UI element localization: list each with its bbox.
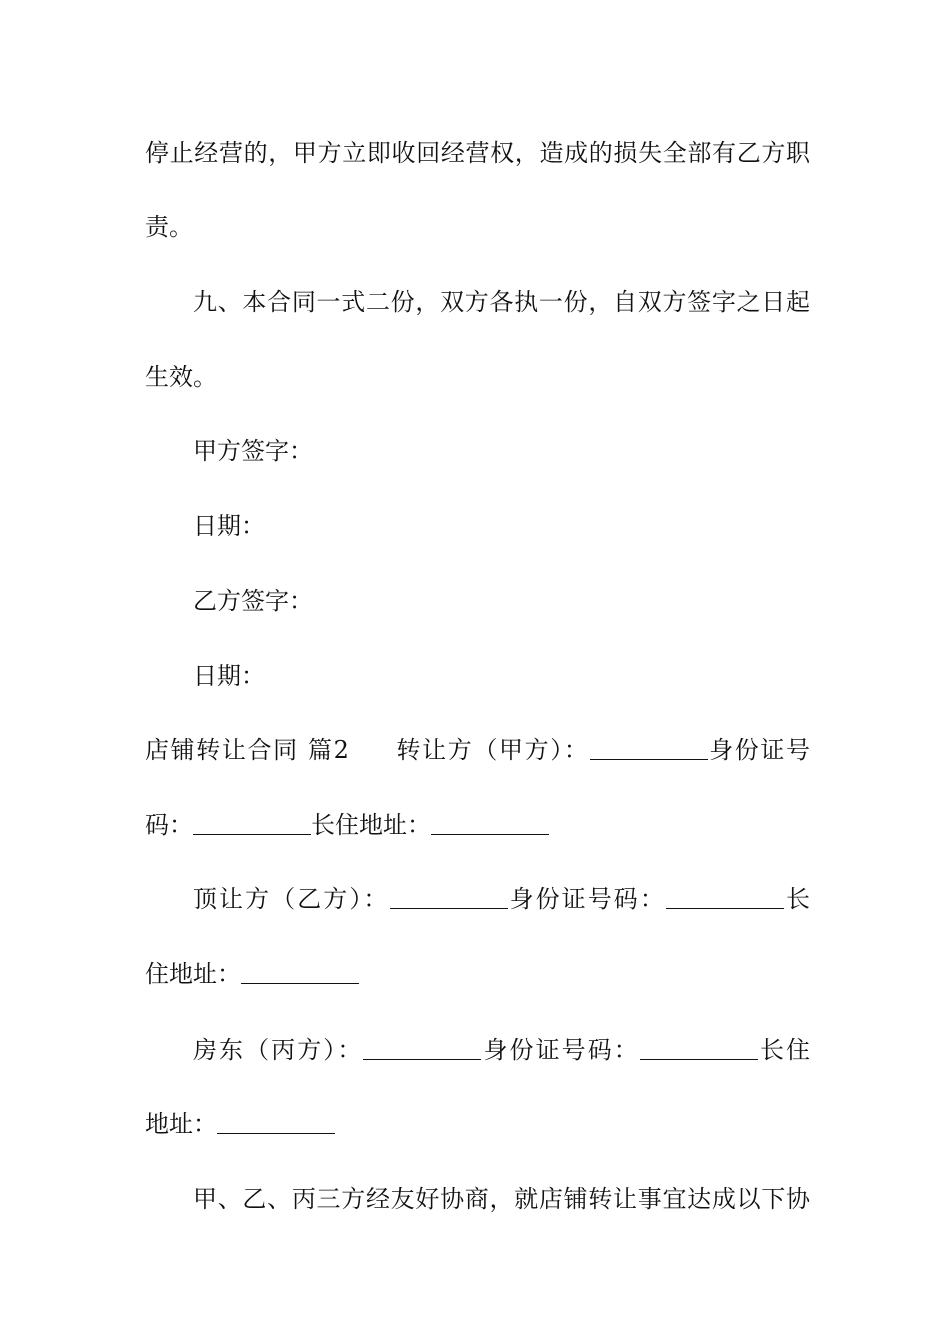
agreement-intro-line: 甲、乙、丙三方经友好协商，就店铺转让事宜达成以下协 xyxy=(193,1185,810,1213)
party-a-signature-label: 甲方签字： xyxy=(193,437,313,465)
id-number-label: 身份证号 xyxy=(707,736,811,764)
id-number-label: 身份证号码： xyxy=(481,1036,640,1064)
date-label: 日期： xyxy=(193,662,265,690)
blank-field xyxy=(241,959,359,984)
address-label: 长 xyxy=(783,885,810,913)
landlord-line xyxy=(193,1035,810,1065)
address-label: 长住 xyxy=(757,1036,810,1064)
blank-field xyxy=(390,884,508,909)
address-label: 住地址： xyxy=(145,960,241,988)
date-label: 日期： xyxy=(193,512,265,540)
id-number-label: 身份证号码： xyxy=(507,885,666,913)
blank-field xyxy=(217,1109,335,1134)
address-label: 长住地址： xyxy=(311,811,431,839)
landlord-label: 房东（丙方）： xyxy=(193,1036,364,1064)
transferee-line-2 xyxy=(145,959,810,989)
transferor-line-2 xyxy=(145,810,810,840)
paragraph-line: 停止经营的，甲方立即收回经营权，造成的损失全部有乙方职 xyxy=(145,139,810,167)
blank-field xyxy=(193,810,311,835)
blank-field xyxy=(666,884,784,909)
transferee-line xyxy=(193,884,810,914)
clause-nine-line: 九、本合同一式二份，双方各执一份，自双方签字之日起 xyxy=(193,288,810,316)
transferee-label: 顶让方（乙方）： xyxy=(193,885,390,913)
blank-field xyxy=(363,1035,481,1060)
blank-field xyxy=(640,1035,758,1060)
paragraph-line: 生效。 xyxy=(145,363,217,391)
section-title: 店铺转让合同 篇2 xyxy=(145,736,349,764)
address-label: 地址： xyxy=(145,1110,217,1138)
blank-field xyxy=(431,810,549,835)
blank-field xyxy=(590,735,708,760)
id-number-label: 码： xyxy=(145,811,193,839)
landlord-line-2 xyxy=(145,1109,810,1139)
party-b-signature-label: 乙方签字： xyxy=(193,587,313,615)
transferor-line xyxy=(145,735,810,765)
paragraph-line: 责。 xyxy=(145,213,193,241)
transferor-label: 转让方（甲方）： xyxy=(394,736,590,764)
